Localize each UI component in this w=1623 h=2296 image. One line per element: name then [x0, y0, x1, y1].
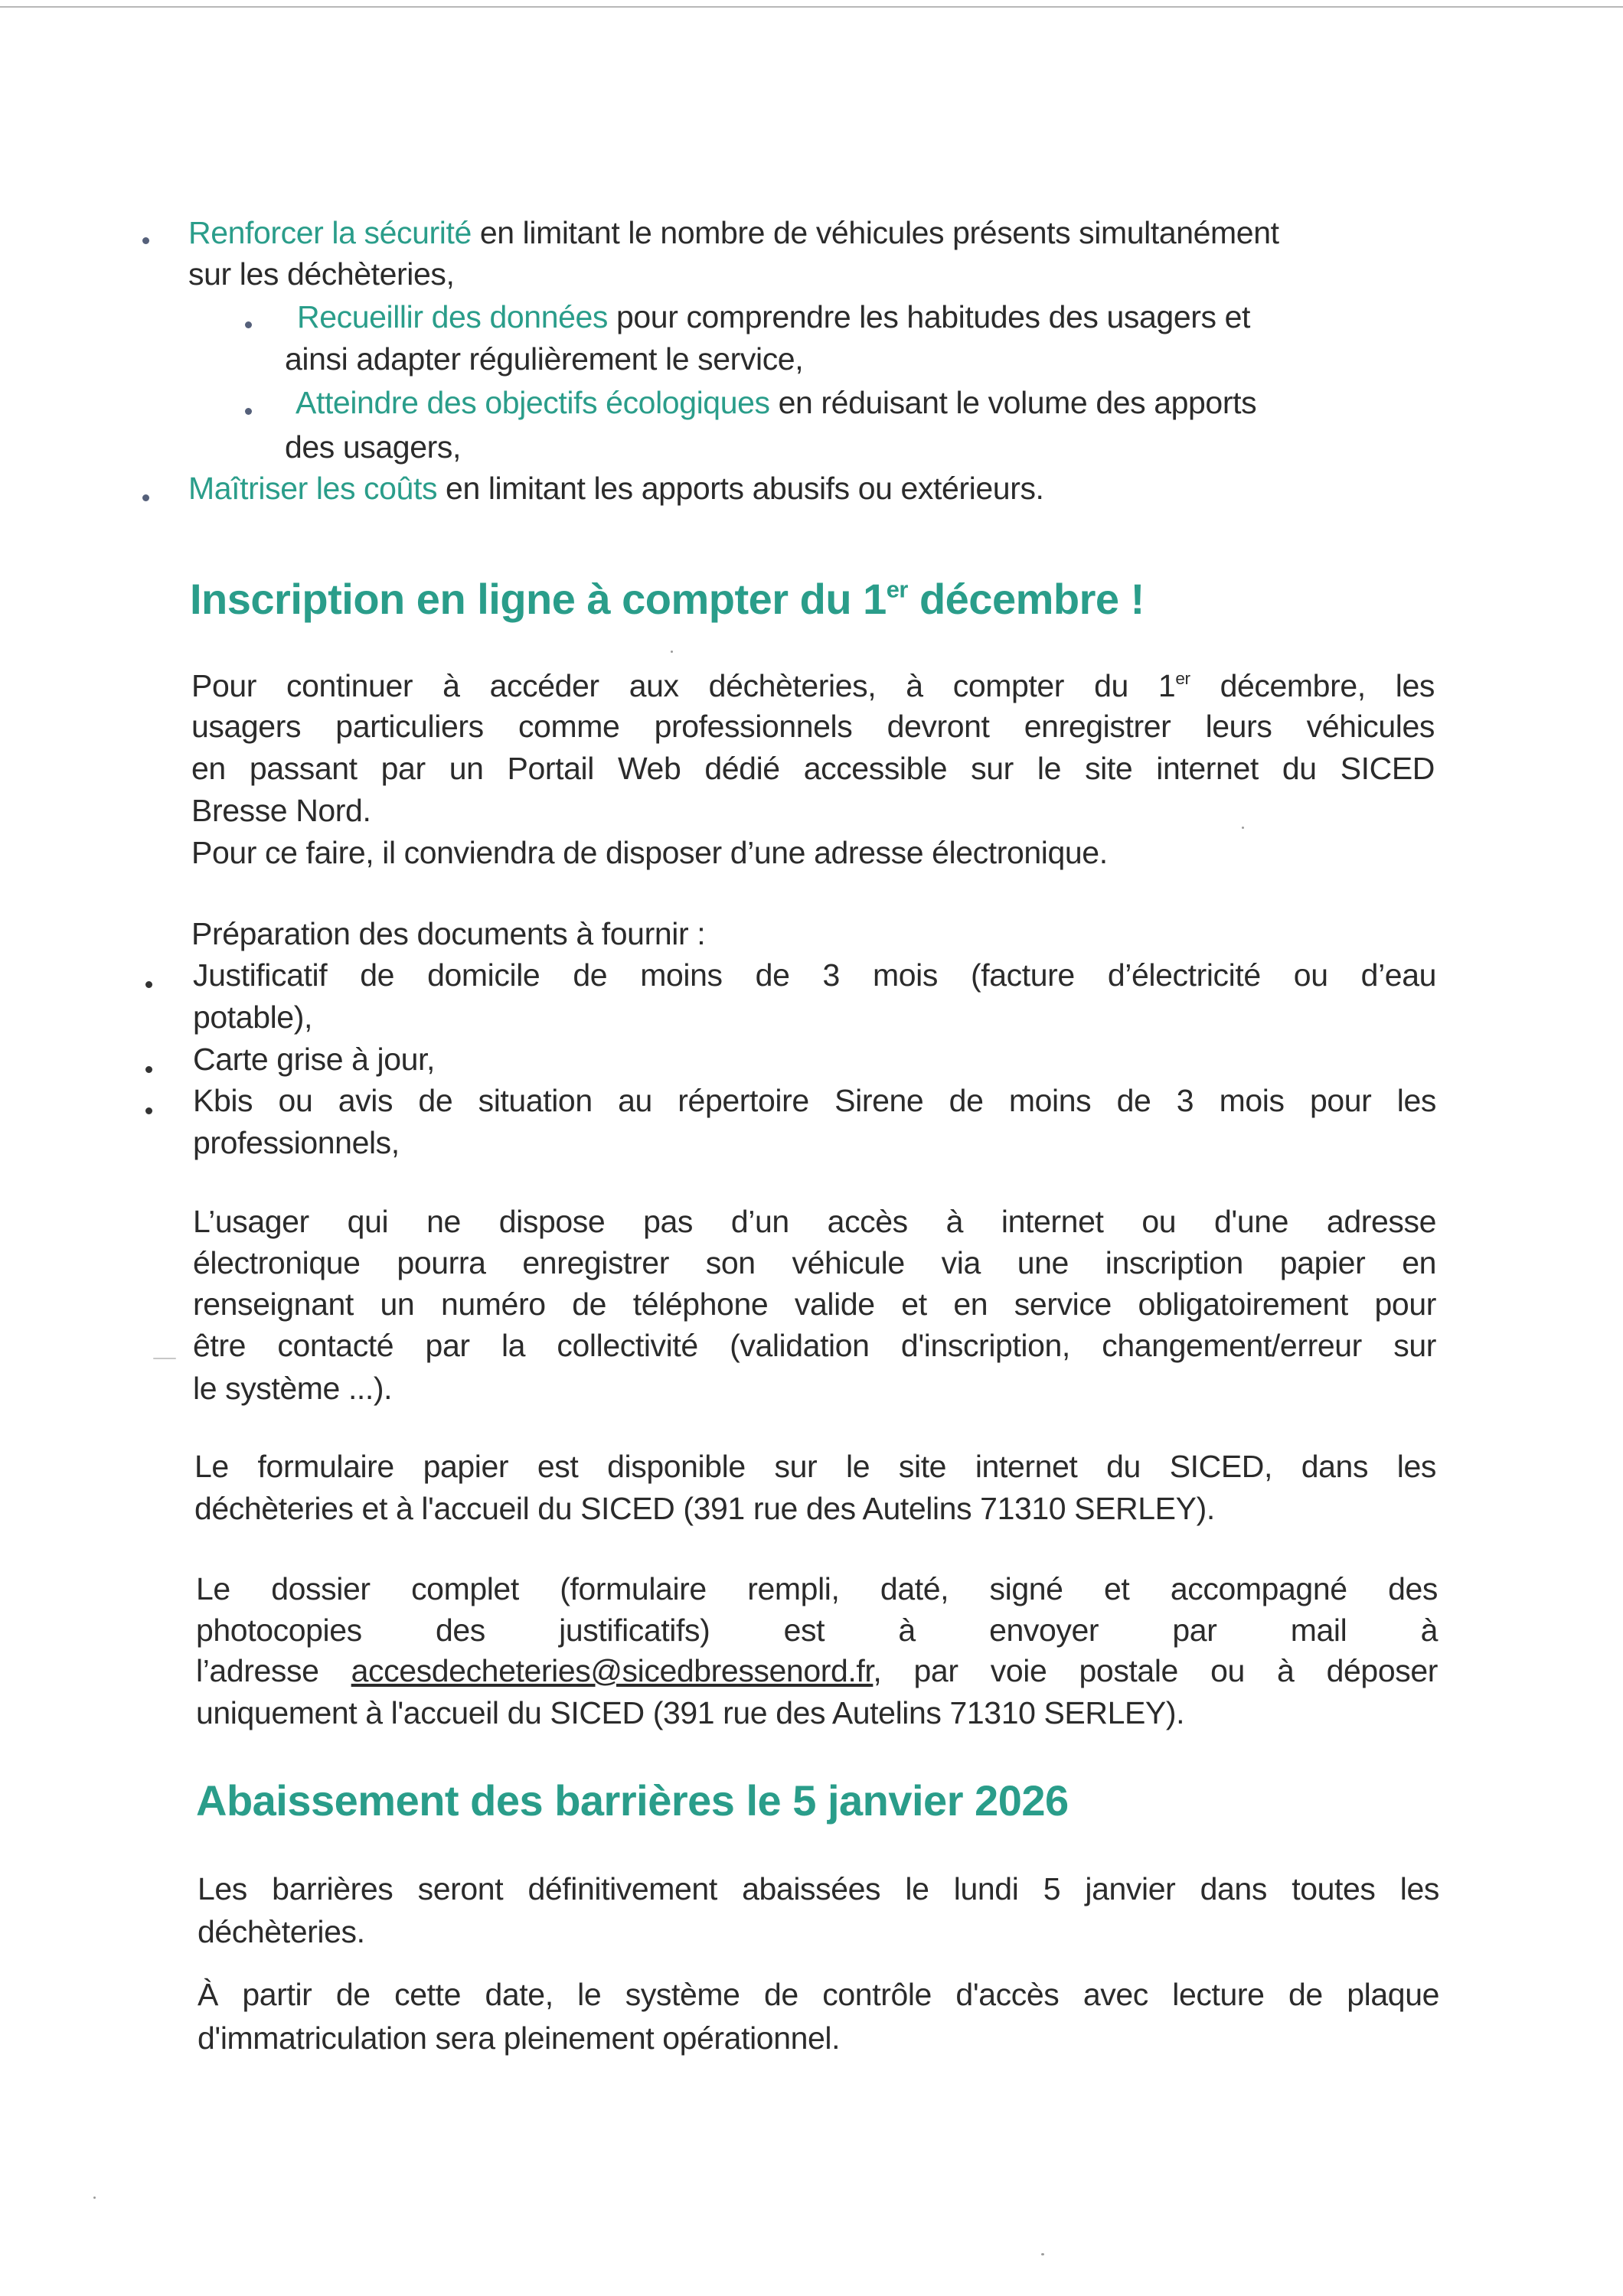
paragraph-line: usagers particuliers comme professionnels devront enregistrer leurs véhicules — [191, 709, 1435, 744]
paragraph-line: renseignant un numéro de téléphone valide et en service obligatoirement pour — [193, 1287, 1436, 1322]
list-item — [188, 213, 1279, 253]
paragraph-line: Le dossier complet (formulaire rempli, daté, signé et accompagné des — [196, 1571, 1438, 1606]
paragraph-line: déchèteries. — [198, 1914, 365, 1949]
section-heading-barrieres: Abaissement des barrières le 5 janvier 2026 — [196, 1776, 1069, 1825]
objective-highlight: Recueillir des données — [297, 299, 609, 334]
list-item — [188, 468, 1044, 508]
list-item: Carte grise à jour, — [193, 1042, 435, 1077]
bullet-icon — [142, 494, 149, 501]
objective-text: pour comprendre les habitudes des usagers et — [608, 299, 1250, 334]
paragraph-line: déchèteries et à l'accueil du SICED (391 rue des Autelins 71310 SERLEY). — [194, 1491, 1215, 1526]
objective-text-continued: des usagers, — [285, 429, 461, 465]
list-item — [296, 383, 1256, 422]
bullet-icon — [145, 981, 152, 988]
paragraph-line: L’usager qui ne dispose pas d’un accès à internet ou d'une adresse — [193, 1204, 1436, 1239]
paragraph-line: être contacté par la collectivité (validation d'inscription, changement/erreur sur — [193, 1328, 1436, 1363]
paragraph-line: le système ...). — [193, 1371, 393, 1406]
documents-title: Préparation des documents à fournir : — [191, 916, 706, 951]
bullet-icon — [142, 237, 149, 244]
paragraph-line: Pour continuer à accéder aux déchèteries, à compter du 1er décembre, les — [191, 668, 1435, 703]
scan-speck — [1041, 2253, 1044, 2255]
bullet-icon — [145, 1107, 152, 1114]
objective-text-continued: sur les déchèteries, — [188, 256, 455, 292]
objective-text: en réduisant le volume des apports — [769, 385, 1257, 420]
paragraph-line: l’adresse accesdecheteries@sicedbressenord.fr, par voie postale ou à déposer — [196, 1653, 1438, 1688]
objective-text-continued: ainsi adapter régulièrement le service, — [285, 341, 804, 377]
bullet-icon — [145, 1066, 152, 1073]
list-item: Justificatif de domicile de moins de 3 mois (facture d’électricité ou d’eau — [193, 957, 1436, 993]
paragraph-line: Le formulaire papier est disponible sur le site internet du SICED, dans les — [194, 1449, 1436, 1484]
paragraph-line: À partir de cette date, le système de contrôle d'accès avec lecture de plaque — [198, 1977, 1439, 2012]
list-item-continued: professionnels, — [193, 1125, 400, 1160]
paragraph-line: en passant par un Portail Web dédié accessible sur le site internet du SICED — [191, 751, 1435, 786]
list-item-continued: potable), — [193, 1000, 312, 1035]
bullet-icon — [245, 321, 252, 328]
scan-speck — [671, 651, 673, 653]
paragraph-line: uniquement à l'accueil du SICED (391 rue des Autelins 71310 SERLEY). — [196, 1695, 1185, 1730]
objective-highlight: Atteindre des objectifs écologiques — [296, 385, 770, 420]
scan-speck — [93, 2197, 96, 2199]
paragraph-line: d'immatriculation sera pleinement opérationnel. — [198, 2020, 841, 2056]
section-heading-inscription: Inscription en ligne à compter du 1er décembre ! — [190, 575, 1145, 623]
list-item — [297, 297, 1250, 337]
paragraph-line: photocopies des justificatifs) est à envoyer par mail à — [196, 1613, 1438, 1648]
bullet-icon — [245, 408, 252, 415]
email-link[interactable]: accesdecheteries@sicedbressenord.fr — [351, 1653, 874, 1688]
scan-speck — [1242, 827, 1244, 829]
paragraph-line: Bresse Nord. — [191, 793, 371, 828]
objective-highlight: Renforcer la sécurité — [188, 215, 472, 250]
paragraph-line: électronique pourra enregistrer son véhicule via une inscription papier en — [193, 1245, 1436, 1280]
paragraph-line: Pour ce faire, il conviendra de disposer d’une adresse électronique. — [191, 835, 1108, 870]
list-item: Kbis ou avis de situation au répertoire Sirene de moins de 3 mois pour les — [193, 1083, 1436, 1118]
paragraph-line: Les barrières seront définitivement abaissées le lundi 5 janvier dans toutes les — [198, 1871, 1439, 1906]
scan-speck — [153, 1358, 176, 1359]
objective-text: en limitant les apports abusifs ou extérieurs. — [437, 471, 1044, 506]
objective-highlight: Maîtriser les coûts — [188, 471, 438, 506]
objective-text: en limitant le nombre de véhicules présents simultanément — [471, 215, 1279, 250]
